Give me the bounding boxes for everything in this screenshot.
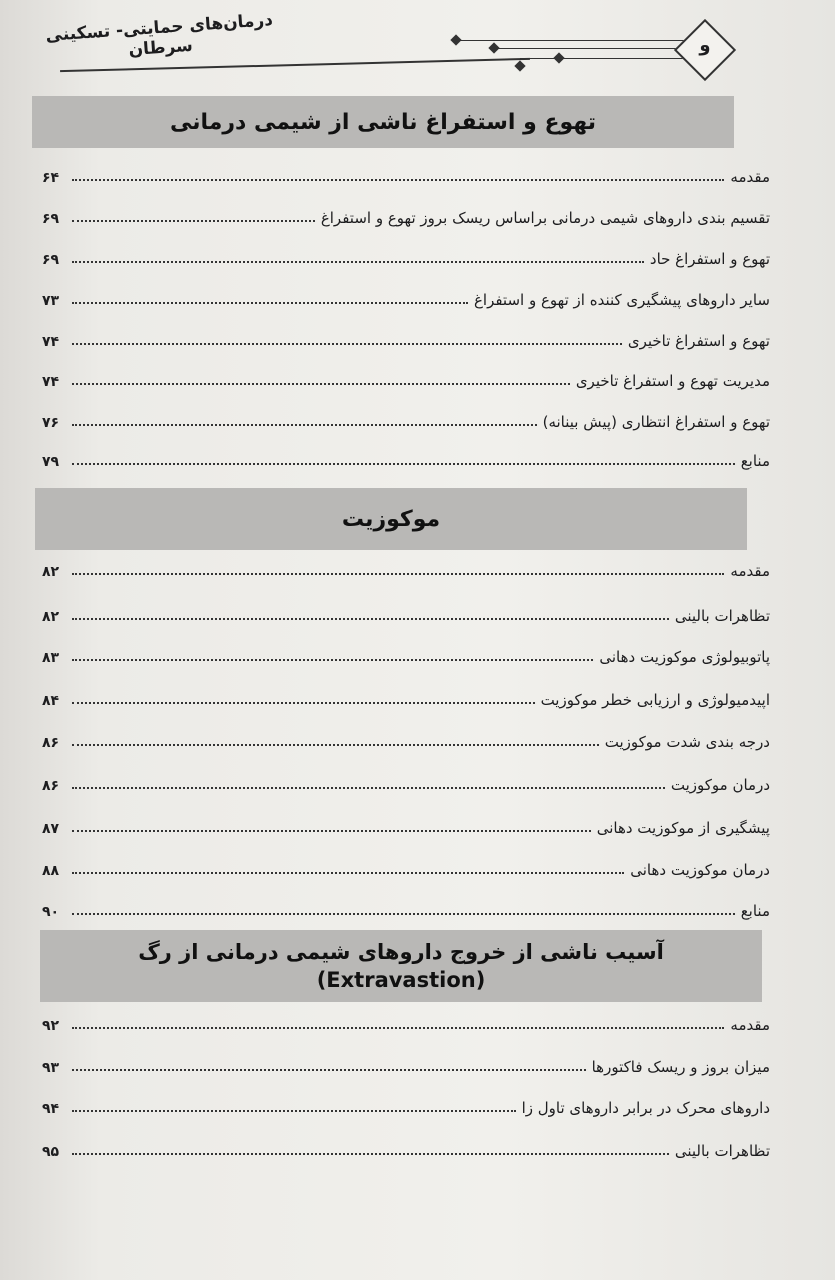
leader-dots: [72, 343, 622, 345]
toc-entry-label: درمان موکوزیت: [670, 776, 770, 794]
toc-entry-page: ۷۴: [42, 374, 60, 390]
toc-entry-label: داروهای محرک در برابر داروهای تاول زا: [521, 1099, 770, 1117]
header-rule: [490, 48, 685, 49]
leader-dots: [72, 220, 315, 222]
toc-entry-label: میزان بروز و ریسک فاکتورها: [591, 1058, 770, 1076]
toc-entry-page: ۹۲: [42, 1018, 60, 1034]
toc-entry-label: تهوع و استفراغ تاخیری: [627, 332, 770, 350]
toc-entry[interactable]: [42, 770, 770, 794]
toc-entry-label: تقسیم بندی داروهای شیمی درمانی براساس ریسک بروز تهوع و استفراغ: [320, 209, 770, 227]
leader-dots: [72, 830, 591, 832]
toc-entry-page: ۹۰: [42, 904, 60, 920]
toc-entry-label: تظاهرات بالینی: [674, 607, 770, 625]
toc-entry-label: درجه بندی شدت موکوزیت: [604, 733, 770, 751]
header-rule: [455, 40, 685, 41]
toc-entry-label: مقدمه: [730, 1016, 770, 1034]
toc-entry-page: ۷۹: [42, 454, 60, 470]
toc-entry[interactable]: [42, 1136, 770, 1160]
toc-entry-page: ۹۴: [42, 1101, 60, 1117]
toc-entry-page: ۹۳: [42, 1060, 60, 1076]
leader-dots: [72, 872, 624, 874]
toc-entry-page: ۷۴: [42, 334, 60, 350]
toc-entry-label: سایر داروهای پیشگیری کننده از تهوع و استفراغ: [473, 291, 770, 309]
leader-dots: [72, 1027, 724, 1029]
toc-entry-label: منابع: [740, 452, 770, 470]
leader-dots: [72, 261, 644, 263]
leader-dots: [72, 659, 593, 661]
leader-dots: [72, 463, 735, 465]
leader-dots: [72, 1110, 516, 1112]
section-title-bar: [40, 930, 762, 1002]
toc-entry-label: مقدمه: [730, 168, 770, 186]
leader-dots: [72, 573, 724, 575]
toc-entry-page: ۸۸: [42, 863, 60, 879]
header-ornament: [450, 34, 461, 45]
section-title-bar: [32, 96, 734, 148]
section-title-bar: [35, 488, 747, 550]
toc-entry-page: ۸۲: [42, 609, 60, 625]
leader-dots: [72, 744, 599, 746]
toc-entry[interactable]: [42, 326, 770, 350]
toc-entry[interactable]: [42, 685, 770, 709]
toc-entry[interactable]: [42, 1052, 770, 1076]
toc-entry-label: پاتوبیولوژی موکوزیت دهانی: [599, 648, 770, 666]
toc-entry-page: ۹۵: [42, 1144, 60, 1160]
toc-entry[interactable]: [42, 855, 770, 879]
toc-entry-label: منابع: [740, 902, 770, 920]
toc-entry[interactable]: [42, 285, 770, 309]
section-title: موکوزیت: [341, 506, 441, 532]
toc-entry[interactable]: [42, 813, 770, 837]
toc-entry[interactable]: [42, 203, 770, 227]
header-ornament: [553, 52, 564, 63]
toc-entry-page: ۶۴: [42, 170, 60, 186]
toc-entry[interactable]: [42, 1010, 770, 1034]
toc-entry-label: پیشگیری از موکوزیت دهانی: [596, 819, 770, 837]
toc-entry-label: تهوع و استفراغ حاد: [649, 250, 770, 268]
section-title-line2: (Extravastion): [316, 968, 486, 992]
leader-dots: [72, 302, 468, 304]
toc-entry-label: اپیدمیولوژی و ارزیابی خطر موکوزیت: [540, 691, 770, 709]
toc-entry[interactable]: [42, 896, 770, 920]
running-header-title: درمان‌های حمایتی- تسکینی سرطان: [44, 10, 274, 61]
toc-entry[interactable]: [42, 642, 770, 666]
leader-dots: [72, 913, 735, 915]
toc-entry-page: ۸۳: [42, 650, 60, 666]
toc-entry-label: تظاهرات بالینی: [674, 1142, 770, 1160]
toc-entry[interactable]: [42, 1093, 770, 1117]
toc-entry-page: ۷۳: [42, 293, 60, 309]
leader-dots: [72, 1153, 669, 1155]
toc-entry-label: مقدمه: [730, 562, 770, 580]
toc-entry-page: ۶۹: [42, 252, 60, 268]
header-rule: [520, 58, 685, 59]
section-title: تهوع و استفراغ ناشی از شیمی درمانی: [169, 109, 597, 135]
leader-dots: [72, 424, 537, 426]
toc-entry[interactable]: [42, 446, 770, 470]
toc-entry-page: ۸۷: [42, 821, 60, 837]
toc-entry-label: مدیریت تهوع و استفراغ تاخیری: [575, 372, 770, 390]
leader-dots: [72, 618, 669, 620]
toc-entry-page: ۸۶: [42, 778, 60, 794]
header-ornament: [488, 42, 499, 53]
toc-entry[interactable]: [42, 601, 770, 625]
toc-entry-label: تهوع و استفراغ انتظاری (پیش بینانه): [542, 413, 770, 431]
toc-entry[interactable]: [42, 366, 770, 390]
page-number: و: [699, 35, 711, 56]
section-title-line1: آسیب ناشی از خروج داروهای شیمی درمانی از رگ: [138, 939, 664, 964]
toc-entry-page: ۸۲: [42, 564, 60, 580]
toc-entry-page: ۷۶: [42, 415, 60, 431]
header-ornament: [514, 60, 525, 71]
toc-entry-page: ۸۶: [42, 735, 60, 751]
leader-dots: [72, 702, 535, 704]
leader-dots: [72, 383, 570, 385]
toc-entry[interactable]: [42, 556, 770, 580]
toc-entry-page: ۶۹: [42, 211, 60, 227]
leader-dots: [72, 787, 665, 789]
toc-entry[interactable]: [42, 407, 770, 431]
leader-dots: [72, 179, 724, 181]
toc-entry[interactable]: [42, 162, 770, 186]
toc-entry[interactable]: [42, 244, 770, 268]
toc-entry[interactable]: [42, 727, 770, 751]
toc-entry-page: ۸۴: [42, 693, 60, 709]
toc-entry-label: درمان موکوزیت دهانی: [630, 861, 770, 879]
leader-dots: [72, 1069, 586, 1071]
